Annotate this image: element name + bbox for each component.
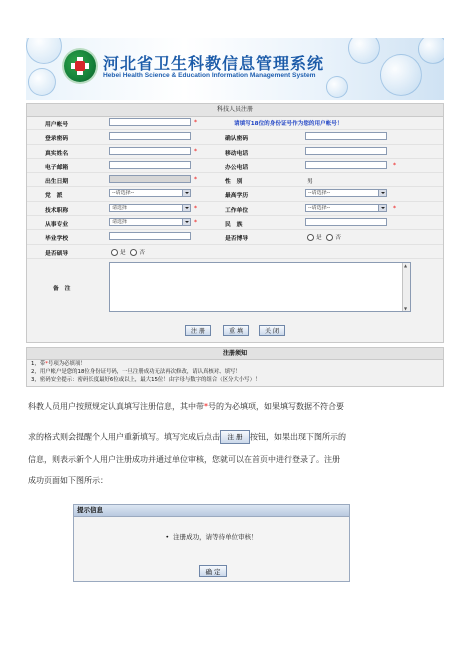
paragraph-text: 科教人员用户按照规定认真填写注册信息，其中带 [28, 402, 204, 411]
form-title: 科技人员注册 [27, 104, 443, 117]
dialog-message-text: 注册成功，请等待单位审核！ [173, 533, 258, 541]
bullet-icon: • [165, 533, 170, 541]
specialty-label: 从事专业 [45, 222, 69, 229]
row-party [27, 187, 443, 201]
registration-form [26, 103, 444, 343]
yes-label: 是 [316, 235, 322, 242]
row-specialty [27, 216, 443, 230]
party-select-value: --请选择-- [112, 190, 135, 197]
work-unit-label: 工作单位 [225, 207, 249, 214]
paragraph-line-2 [28, 430, 346, 444]
chevron-down-icon[interactable] [378, 190, 386, 196]
form-actions [27, 322, 443, 340]
confirm-password-label: 确认密码 [225, 136, 249, 143]
row-name [27, 145, 443, 159]
chevron-down-icon[interactable] [182, 190, 190, 196]
no-label: 否 [335, 235, 341, 242]
success-dialog [73, 504, 350, 582]
phd-tutor-radio-group [307, 233, 341, 241]
decorative-bubble [418, 38, 444, 64]
row-remark [27, 259, 443, 315]
required-mark: * [194, 219, 197, 227]
specialty-select-value: 请选择 [112, 219, 128, 226]
phd-tutor-no-radio[interactable] [326, 234, 333, 241]
dialog-title: 提示信息 [74, 505, 349, 517]
graduate-school-label: 毕业学校 [45, 236, 69, 243]
work-unit-select[interactable] [305, 204, 387, 212]
birth-date-label: 出生日期 [45, 179, 69, 186]
graduate-school-input[interactable] [109, 232, 191, 240]
required-mark: * [204, 402, 208, 411]
row-school [27, 230, 443, 244]
dialog-message [74, 532, 349, 541]
row-title [27, 202, 443, 216]
mobile-phone-label: 移动电话 [225, 150, 249, 157]
row-user-account [27, 116, 443, 130]
reset-button[interactable]: 重 填 [223, 325, 249, 336]
decorative-bubble [326, 76, 348, 98]
login-password-input[interactable] [109, 132, 191, 140]
ok-button[interactable]: 确 定 [199, 565, 227, 577]
header-banner [26, 38, 444, 100]
user-account-label: 用户帐号 [45, 122, 69, 128]
required-mark: * [194, 119, 197, 126]
tech-title-label: 技术职称 [45, 207, 69, 214]
chevron-down-icon[interactable] [182, 205, 190, 211]
row-email [27, 159, 443, 173]
decorative-bubble [26, 38, 62, 64]
row-birth [27, 173, 443, 187]
specialty-select[interactable] [109, 218, 191, 226]
system-title: 河北省卫生科教信息管理系统 [103, 54, 325, 73]
paragraph-text: 求的格式则会提醒个人用户重新填写。填写完成后点击 [28, 432, 220, 442]
ethnicity-label: 民 族 [225, 222, 243, 229]
birth-date-input[interactable] [109, 175, 191, 183]
paragraph-text: 按钮，如果出现下图所示的 [250, 432, 346, 442]
master-tutor-yes-radio[interactable] [111, 249, 118, 256]
master-tutor-no-radio[interactable] [130, 249, 137, 256]
office-phone-label: 办公电话 [225, 164, 249, 171]
health-cross-logo-icon [64, 50, 96, 82]
confirm-password-input[interactable] [305, 132, 387, 140]
gender-value: 男 [307, 179, 313, 186]
decorative-bubble [348, 38, 380, 64]
register-button[interactable]: 注 册 [185, 325, 211, 336]
required-mark: * [194, 204, 197, 212]
remark-label: 备 注 [53, 285, 71, 292]
required-mark: * [194, 176, 197, 184]
real-name-input[interactable] [109, 147, 191, 155]
ethnicity-input[interactable] [305, 218, 387, 226]
notice-text: 1，带 [31, 361, 46, 367]
notice-line-3: 3，密码安全提示：密码长度最好6位或以上，最大15位！由字母与数字的组合（区分大小写）！ [31, 377, 261, 383]
chevron-down-icon[interactable] [182, 219, 190, 225]
email-label: 电子邮箱 [45, 164, 69, 171]
tech-title-select-value: 请选择 [112, 204, 128, 211]
chevron-down-icon[interactable] [378, 205, 386, 211]
master-tutor-radio-group [111, 248, 145, 256]
mobile-phone-input[interactable] [305, 147, 387, 155]
notice-line-1 [27, 360, 443, 368]
scrollbar[interactable] [402, 263, 410, 311]
required-mark: * [194, 147, 197, 155]
office-phone-input[interactable] [305, 161, 387, 169]
row-master-tutor [27, 245, 443, 259]
decorative-bubble [28, 68, 56, 96]
paragraph-text: 号的为必填项，如果填写数据不符合要 [208, 402, 344, 411]
user-account-input[interactable] [109, 118, 191, 126]
tech-title-select[interactable] [109, 204, 191, 212]
notice-title: 注册须知 [27, 348, 443, 360]
required-mark: * [45, 361, 48, 367]
yes-label: 是 [120, 249, 126, 256]
highest-degree-select-value: --请选择-- [308, 190, 331, 197]
close-button[interactable]: 关 闭 [259, 325, 285, 336]
paragraph-line-3: 信息，则表示新个人用户注册成功并通过单位审核，您就可以在首页中进行登录了。注册 [28, 455, 340, 464]
real-name-label: 真实姓名 [45, 150, 69, 157]
account-hint: 请填写18位的身份证号作为您的用户帐号！ [234, 121, 343, 127]
highest-degree-label: 最高学历 [225, 193, 249, 200]
party-label: 党 派 [45, 193, 63, 200]
phd-tutor-label: 是否博导 [225, 236, 249, 243]
registration-notice [26, 347, 444, 387]
gender-label: 性 别 [225, 179, 243, 186]
decorative-bubble [380, 54, 422, 96]
paragraph-line-1 [28, 401, 344, 412]
work-unit-select-value: --请选择-- [308, 204, 331, 211]
remark-textarea[interactable] [109, 262, 411, 312]
master-tutor-label: 是否硕导 [45, 250, 69, 257]
system-subtitle: Hebei Health Science & Education Information Management System [103, 72, 316, 79]
phd-tutor-yes-radio[interactable] [307, 234, 314, 241]
highest-degree-select[interactable] [305, 189, 387, 197]
email-input[interactable] [109, 161, 191, 169]
paragraph-line-4: 成功页面如下图所示： [28, 476, 108, 485]
row-password [27, 130, 443, 144]
no-label: 否 [139, 249, 145, 256]
login-password-label: 登录密码 [45, 136, 69, 143]
required-mark: * [393, 204, 396, 212]
party-select[interactable] [109, 189, 191, 197]
inline-register-button: 注 册 [220, 430, 250, 444]
required-mark: * [393, 161, 396, 169]
notice-line-2: 2，用户帐户是您的18位身份证号码，一旦注册成功无法再次修改，请认真核对、填写！ [31, 369, 241, 375]
notice-text: 号项为必填项！ [47, 361, 86, 367]
